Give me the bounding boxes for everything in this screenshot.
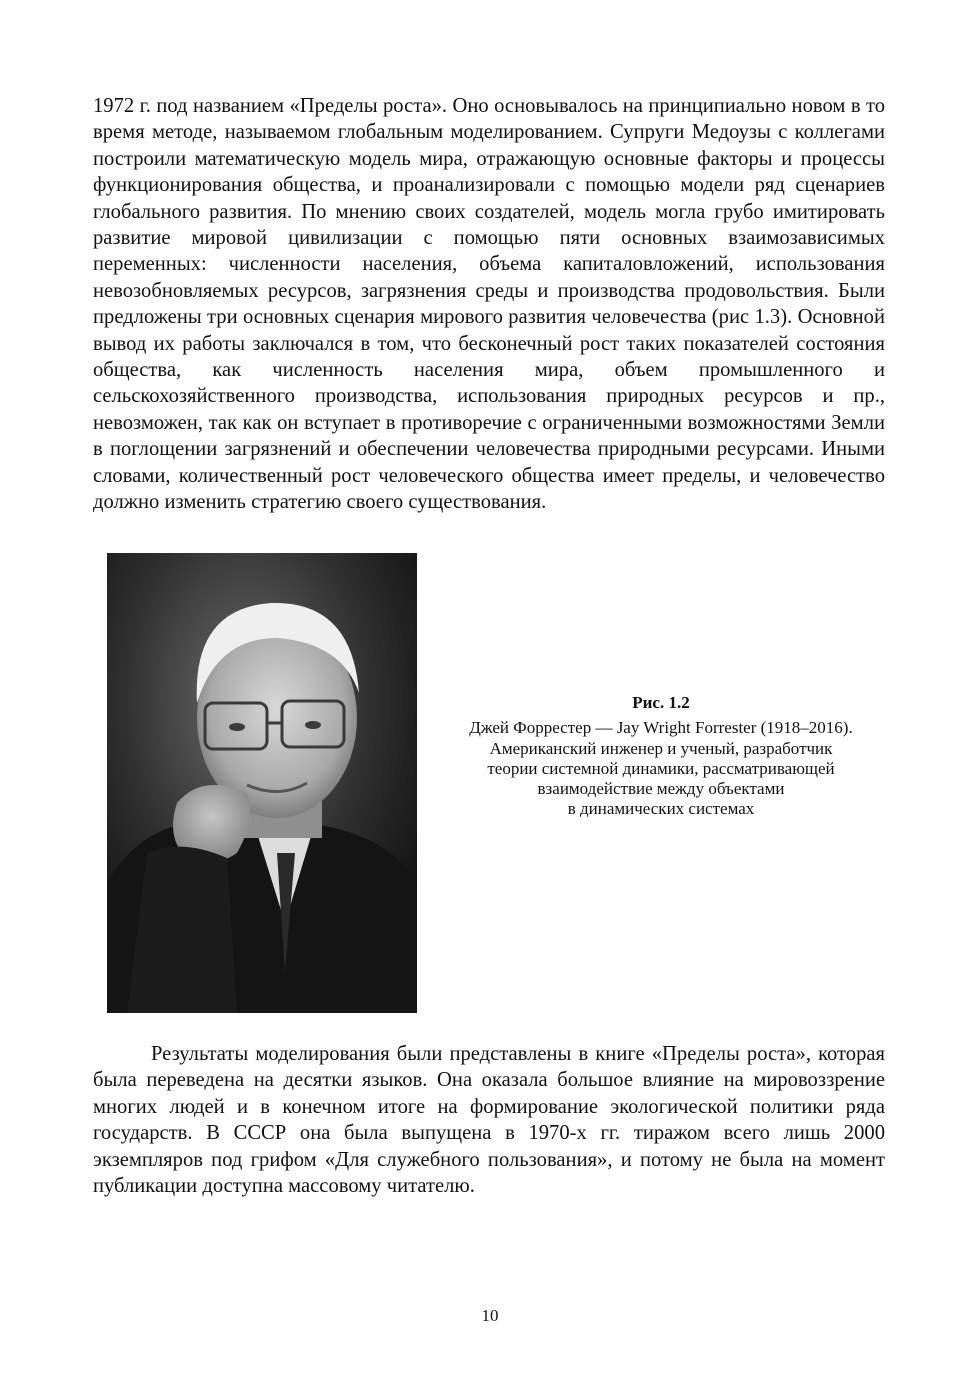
caption-line: теории системной динамики, рассматривающей xyxy=(487,758,835,778)
figure-label: Рис. 1.2 xyxy=(632,693,690,712)
caption-line: Американский инженер и ученый, разработчик xyxy=(489,738,833,758)
caption-line: в динамических системах xyxy=(567,799,755,819)
page-number: 10 xyxy=(481,1306,499,1325)
caption-line: Джей Форрестер — Jay Wright Forrester (1918–2016). xyxy=(469,718,853,738)
figure-caption xyxy=(428,693,894,820)
caption-line: взаимодействие между объектами xyxy=(537,779,785,799)
portrait-photo xyxy=(107,553,417,1013)
body-paragraph-2: Результаты моделирования были представлены в книге «Пределы роста», которая была переведена на десятки языков. Она оказала большое влияние на мировоззрение многих людей и в конечном итоге на формирование экологической политики ряда государств. В СССР она была выпущена в 1970-х гг. тиражом всего лишь 2000 экземпляров под грифом «Для служебного пользования», и потому не была на момент публикации доступна массовому читателю. xyxy=(93,1043,885,1198)
body-paragraph-1: 1972 г. под названием «Пределы роста». Оно основывалось на принципиально новом в то время методе, называемом глобальным моделированием. Супруги Медоузы с коллегами построили математическую модель мира, отражающую основные факторы и процессы функционирования общества, и проанализировали с помощью модели ряд сценариев глобального развития. По мнению своих создателей, модель могла грубо имитировать развитие мировой цивилизации с помощью пяти основных взаимозависимых переменных: численности населения, объема капиталовложений, использования невозобновляемых ресурсов, загрязнения среды и производства продовольствия. Были предложены три основных сценария мирового развития человечества (рис 1.3). Основной вывод их работы заключался в том, что бесконечный рост таких показателей состояния общества, как численность населения мира, объем промышленного и сельскохозяйственного производства, использования природных ресурсов и пр., невозможен, так как он вступает в противоречие с ограниченными возможностями Земли в поглощении загрязнений и обеспечении человечества природными ресурсами. Иными словами, количественный рост человеческого общества имеет пределы, и человечество должно изменить стратегию своего существования. xyxy=(93,95,885,514)
